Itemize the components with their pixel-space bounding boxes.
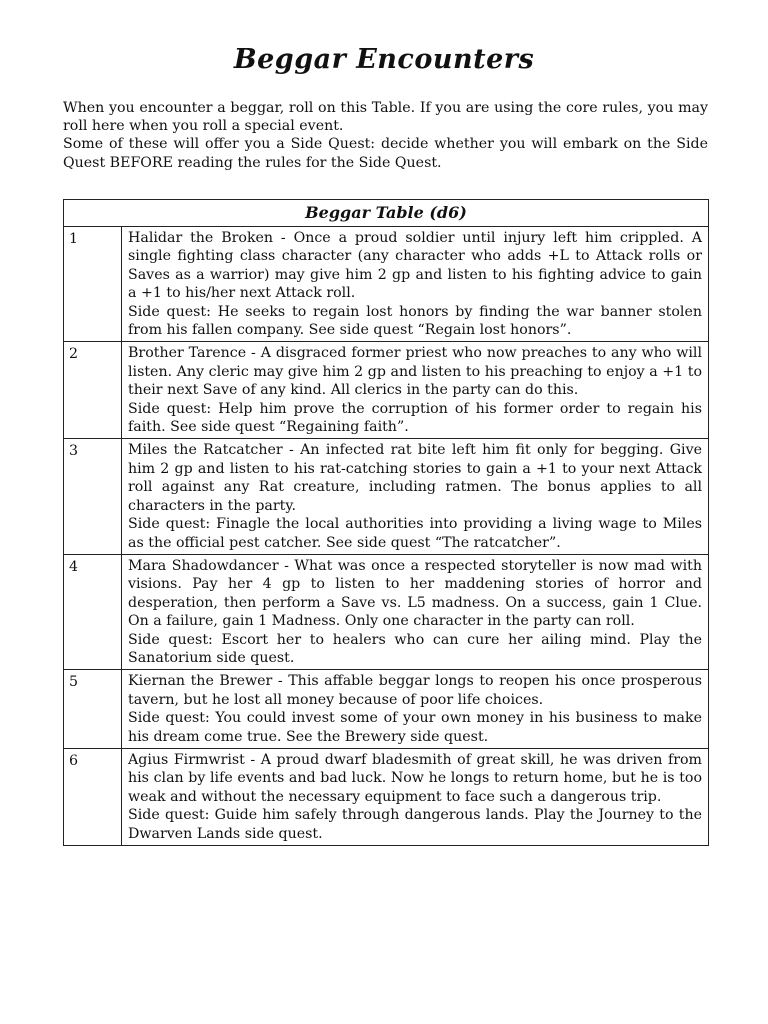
table-row [64,439,709,554]
side-quest-text: Side quest: Escort her to healers who can cure her ailing mind. Play the Sanatorium side quest. [128,631,702,666]
roll-description [122,554,709,669]
roll-number: 1 [64,227,122,342]
roll-description [122,342,709,439]
roll-description [122,227,709,342]
encounter-text: Halidar the Broken - Once a proud soldier until injury left him crippled. A single fighting class character (any character who adds +L to Attack rolls or Saves as a warrior) may give him 2 gp and listen to his fighting advice to gain a +1 to his/her next Attack roll. [128,230,702,302]
roll-number: 5 [64,670,122,749]
table-header-row [64,200,709,227]
roll-number: 4 [64,554,122,669]
roll-description [122,748,709,845]
encounter-text: Kiernan the Brewer - This affable beggar longs to reopen his once prosperous tavern, but he lost all money because of poor life choices. [128,673,702,708]
roll-description [122,670,709,749]
encounter-text: Miles the Ratcatcher - An infected rat bite left him fit only for begging. Give him 2 gp and listen to his rat-catching stories to gain a +1 to your next Attack roll against any Rat creature, including ratmen. The bonus applies to all characters in the party. [128,442,702,514]
intro-paragraph-1: When you encounter a beggar, roll on this Table. If you are using the core rules, you may roll here when you roll a special event. [63,100,708,135]
roll-number: 2 [64,342,122,439]
encounter-text: Mara Shadowdancer - What was once a respected storyteller is now mad with visions. Pay her 4 gp to listen to her maddening stories of horror and desperation, then perform a Save vs. L5 madness. On a success, gain 1 Clue. On a failure, gain 1 Madness. Only one character in the party can roll. [128,557,702,630]
table-row [64,227,709,342]
intro-text [63,99,708,172]
table-row [64,554,709,669]
table-row [64,670,709,749]
table-row [64,342,709,439]
table-row [64,748,709,845]
roll-number: 3 [64,439,122,554]
side-quest-text: Side quest: Finagle the local authorities into providing a living wage to Miles as the official pest catcher. See side quest “The ratcatcher”. [128,516,702,551]
beggar-table [63,199,709,846]
side-quest-text: Side quest: You could invest some of your own money in his business to make his dream come true. See the Brewery side quest. [128,710,702,745]
roll-number: 6 [64,748,122,845]
table-header: Beggar Table (d6) [64,200,709,227]
intro-paragraph-2: Some of these will offer you a Side Quest: decide whether you will embark on the Side Quest BEFORE reading the rules for the Side Quest. [63,136,708,171]
side-quest-text: Side quest: Help him prove the corruption of his former order to regain his faith. See side quest “Regaining faith”. [128,400,702,436]
encounter-text: Agius Firmwrist - A proud dwarf bladesmith of great skill, he was driven from his clan by life events and bad luck. Now he longs to return home, but he is too weak and without the necessary equipment to face such a dangerous trip. [128,751,702,805]
page-title: Beggar Encounters [233,44,535,75]
roll-description [122,439,709,554]
side-quest-text: Side quest: He seeks to regain lost honors by finding the war banner stolen from his fallen company. See side quest “Regain lost honors”. [128,303,702,339]
encounter-text: Brother Tarence - A disgraced former priest who now preaches to any who will listen. Any cleric may give him 2 gp and listen to his preaching to enjoy a +1 to their next Save of any kind. All clerics in the party can do this. [128,345,702,399]
side-quest-text: Side quest: Guide him safely through dangerous lands. Play the Journey to the Dwarven Lands side quest. [128,807,702,842]
